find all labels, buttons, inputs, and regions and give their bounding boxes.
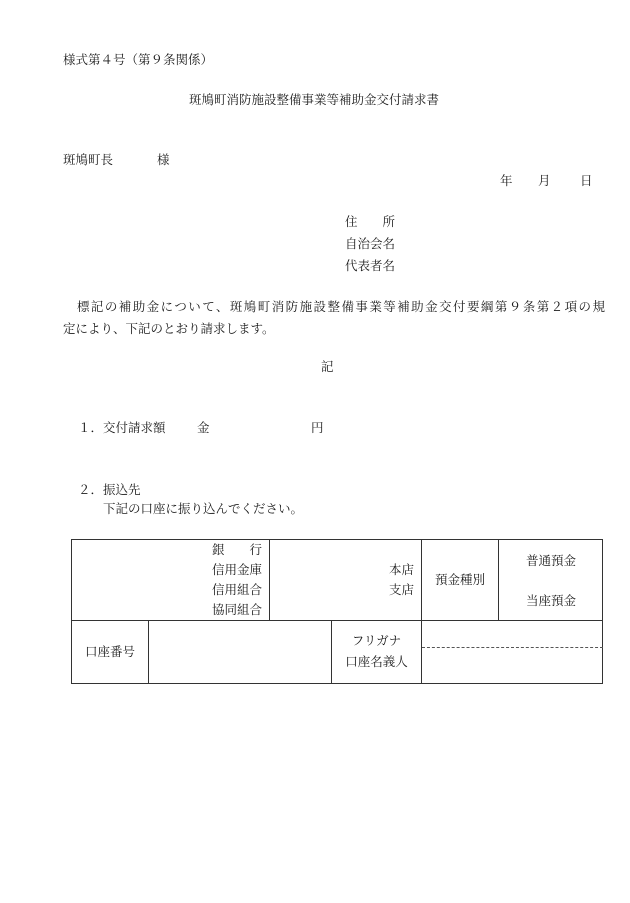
applicant-association-label: 自治会名 bbox=[345, 236, 396, 251]
bank-account-table bbox=[71, 539, 603, 684]
applicant-representative-label: 代表者名 bbox=[345, 258, 396, 273]
institution-type-cooperative: 協同組合 bbox=[211, 602, 262, 617]
account-number-label: 口座番号 bbox=[84, 644, 135, 659]
section1-label: １．交付請求額 bbox=[78, 420, 166, 435]
addressee-honorific: 様 bbox=[157, 152, 170, 167]
account-holder-field[interactable] bbox=[422, 648, 603, 683]
body-text-line-1: 標記の補助金について、斑鳩町消防施設整備事業等補助金交付要綱第９条第２項の規 bbox=[63, 299, 605, 314]
furigana-field[interactable] bbox=[422, 621, 603, 647]
account-type-current[interactable]: 当座預金 bbox=[525, 593, 576, 608]
account-type-ordinary[interactable]: 普通預金 bbox=[525, 553, 576, 568]
account-type-label: 預金種別 bbox=[434, 572, 485, 587]
amount-prefix: 金 bbox=[197, 420, 210, 435]
institution-type-shinkin: 信用金庫 bbox=[211, 562, 262, 577]
amount-unit: 円 bbox=[311, 420, 324, 435]
date-day-label: 日 bbox=[580, 173, 593, 188]
branch-name-cell[interactable] bbox=[270, 540, 421, 620]
institution-name-cell[interactable] bbox=[72, 540, 269, 620]
account-number-label-cell bbox=[72, 621, 148, 683]
institution-type-bank: 銀 行 bbox=[211, 542, 262, 557]
date-month-label: 月 bbox=[538, 173, 551, 188]
institution-type-credit-union: 信用組合 bbox=[211, 582, 262, 597]
branch-type-head-office: 本店 bbox=[388, 562, 414, 577]
account-type-label-cell bbox=[422, 540, 498, 620]
body-text-line-2: 定により、下記のとおり請求します。 bbox=[63, 321, 275, 336]
branch-type-branch: 支店 bbox=[388, 582, 414, 597]
account-holder-field-cell bbox=[422, 621, 603, 683]
account-number-field[interactable] bbox=[149, 621, 331, 683]
account-type-options-cell bbox=[499, 540, 603, 620]
document-title: 斑鳩町消防施設整備事業等補助金交付請求書 bbox=[188, 92, 439, 107]
account-holder-label: 口座名義人 bbox=[345, 654, 408, 669]
addressee-name: 斑鳩町長 bbox=[63, 152, 114, 167]
furigana-label: フリガナ bbox=[351, 633, 402, 648]
form-number: 様式第４号（第９条関係） bbox=[63, 52, 214, 67]
account-holder-label-cell bbox=[332, 621, 421, 683]
date-year-label: 年 bbox=[500, 173, 513, 188]
amount-field[interactable] bbox=[212, 418, 308, 438]
applicant-address-label: 住 所 bbox=[345, 214, 396, 229]
section2-instruction: 下記の口座に振り込んでください。 bbox=[103, 501, 304, 516]
section2-label: ２．振込先 bbox=[78, 482, 141, 497]
ki-heading: 記 bbox=[321, 359, 334, 374]
